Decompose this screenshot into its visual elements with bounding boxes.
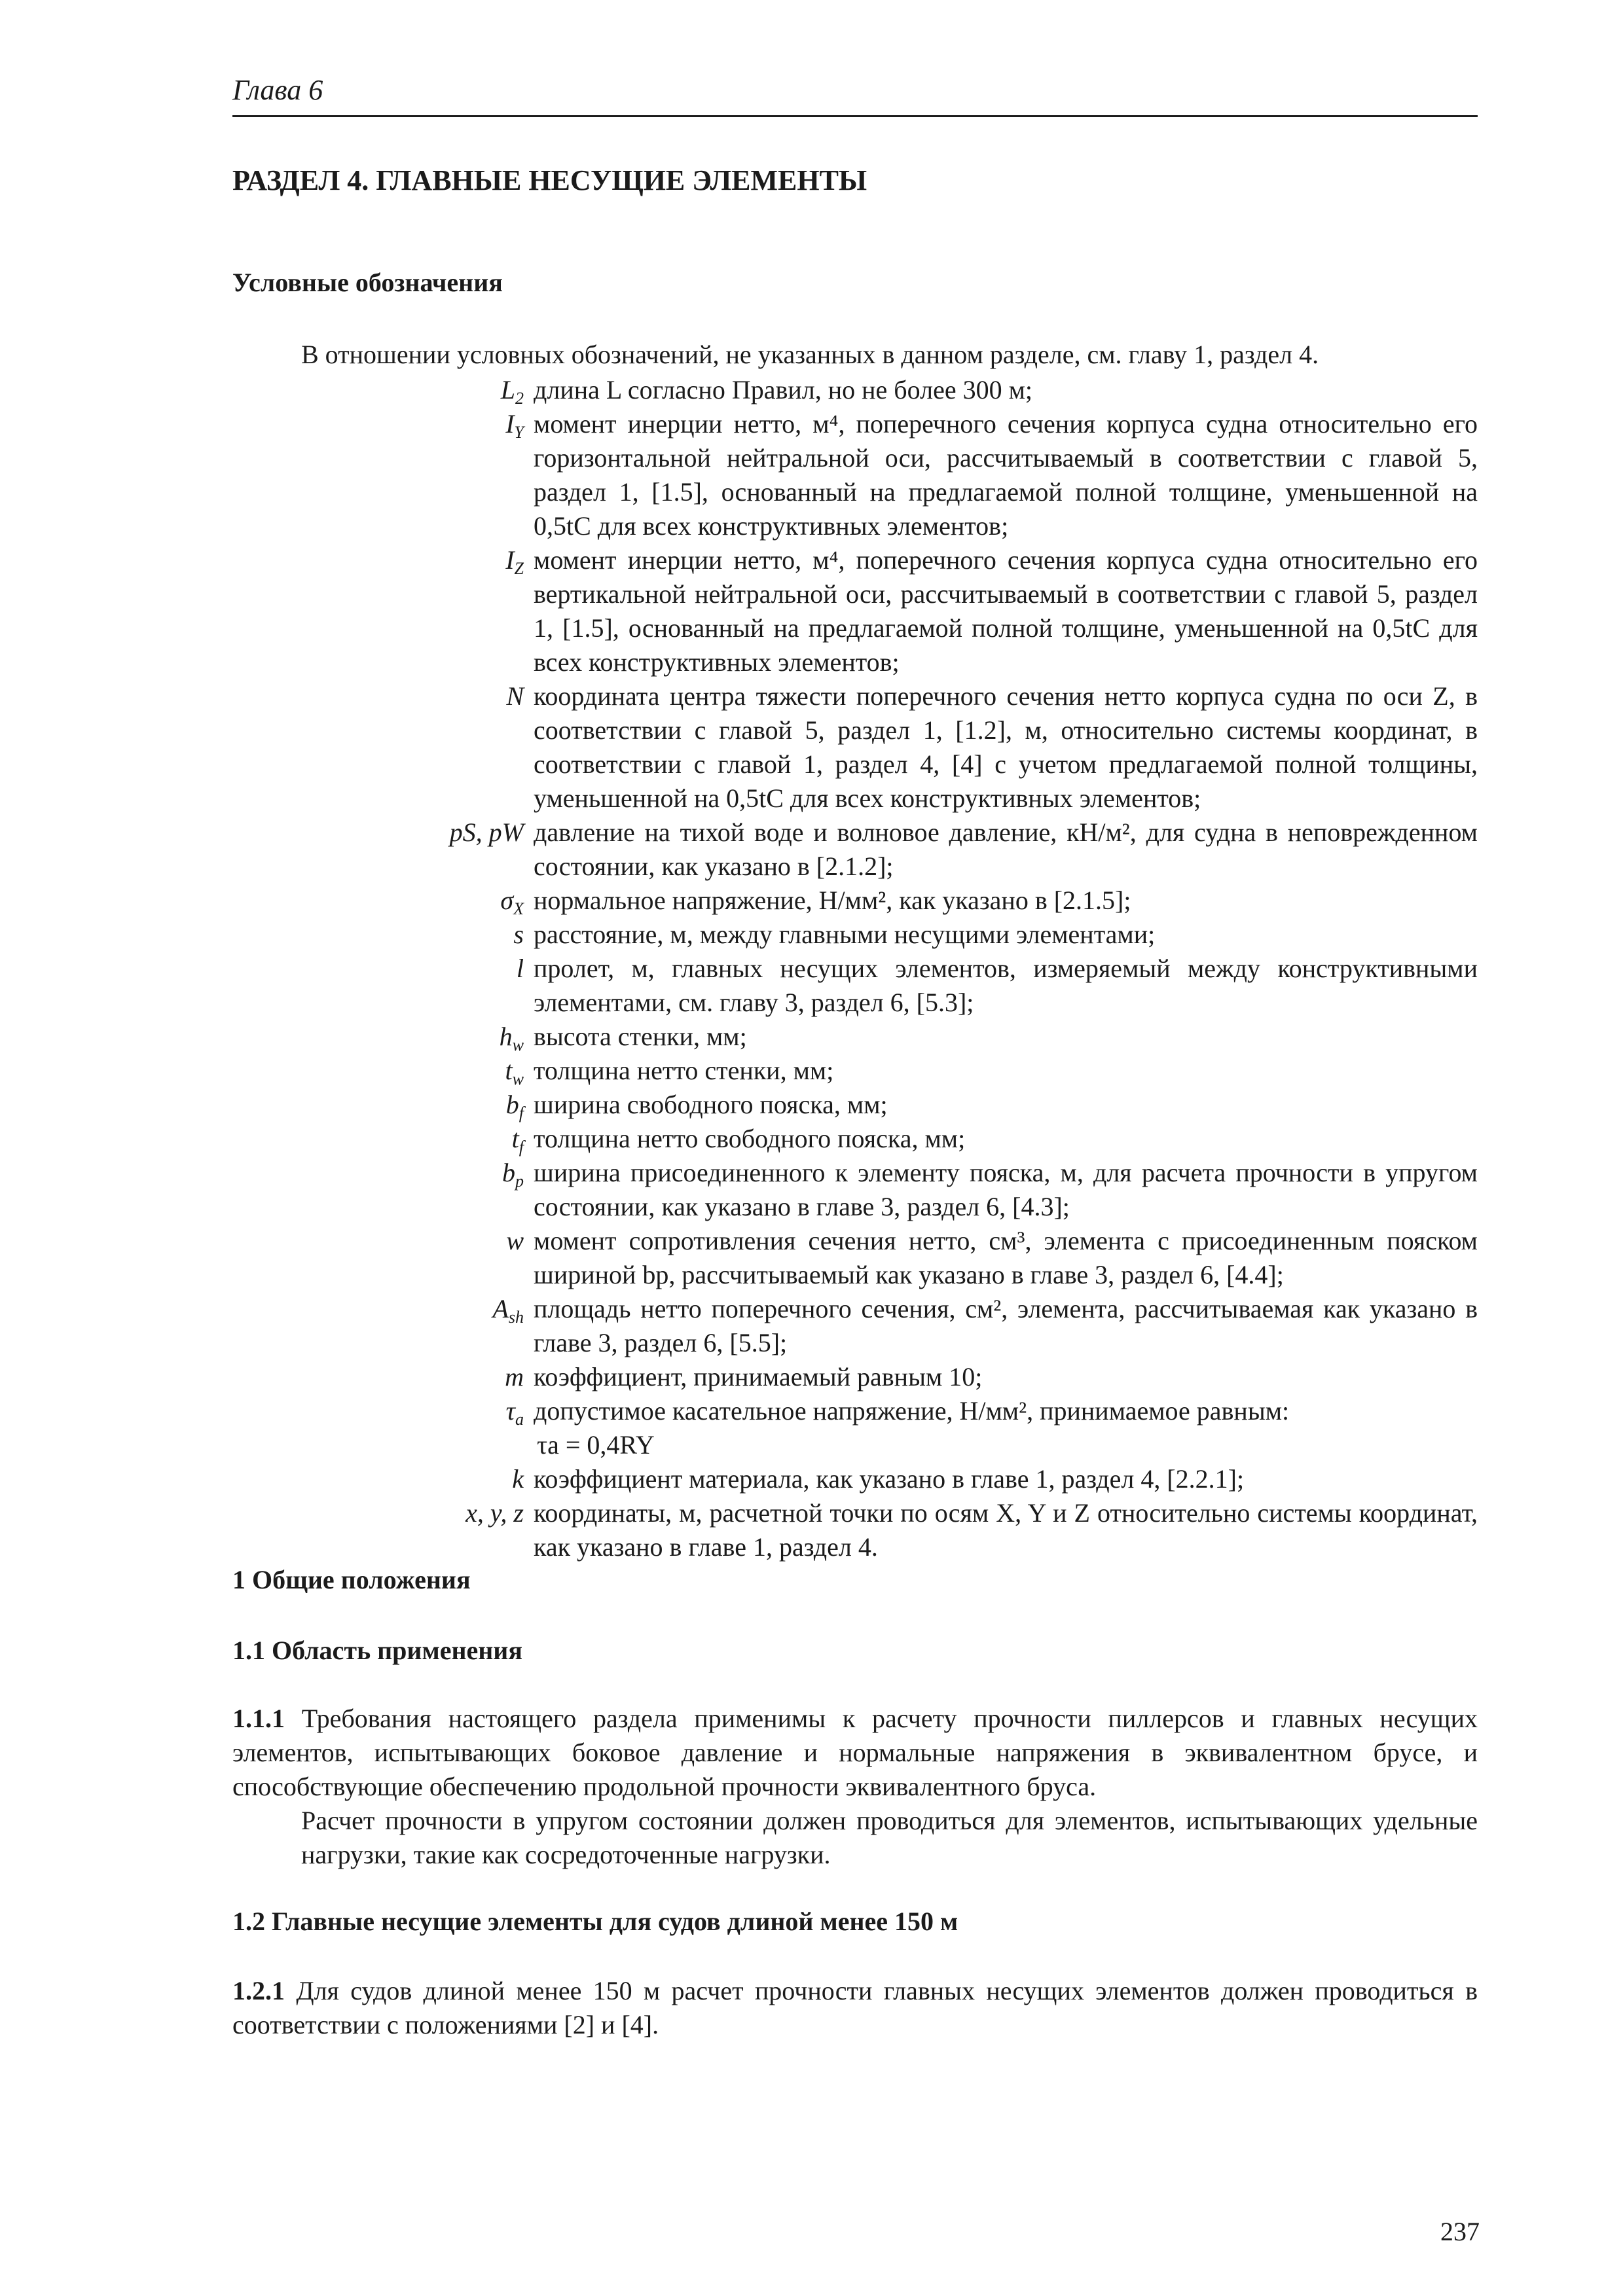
notation-list bbox=[216, 373, 1478, 1564]
notation-symbol: $t_f$ bbox=[511, 1124, 524, 1157]
notation-item bbox=[216, 679, 1478, 816]
paragraph-1-1-1-continuation bbox=[232, 1804, 1478, 1872]
paragraph-number: 1.2.1 bbox=[232, 1976, 285, 2005]
notation-symbol: s bbox=[513, 920, 524, 949]
paragraph-number: 1.1.1 bbox=[232, 1704, 285, 1733]
heading-scope: 1.1 Область применения bbox=[232, 1636, 522, 1665]
heading-short-ships: 1.2 Главные несущие элементы для судов длиной менее 150 м bbox=[232, 1907, 958, 1936]
notation-symbol: $\tau_a$ bbox=[505, 1396, 524, 1429]
notation-item bbox=[216, 816, 1478, 884]
notation-item bbox=[216, 1122, 1478, 1156]
heading-general-provisions: 1 Общие положения bbox=[232, 1565, 471, 1594]
notation-text: момент инерции нетто, м⁴, поперечного сечения корпуса судна относительно его горизонтальной нейтральной оси, рассчитываемый в соответствии с главой 5, раздел 1, [1.5], основанный на предлагаемой полной толщине, уменьшенной на 0,5tC для всех конструктивных элементов; bbox=[534, 409, 1478, 541]
notation-text: коэффициент материала, как указано в главе 1, раздел 4, [2.2.1]; bbox=[534, 1464, 1245, 1494]
header-rule bbox=[232, 115, 1478, 117]
notation-item bbox=[216, 407, 1478, 543]
formula: τa = 0,4RY bbox=[537, 1430, 655, 1460]
notation-text: высота стенки, мм; bbox=[534, 1022, 747, 1051]
notation-item bbox=[216, 1292, 1478, 1360]
notation-item bbox=[216, 1462, 1478, 1496]
notation-item bbox=[216, 1020, 1478, 1054]
paragraph-1-2-1 bbox=[232, 1974, 1478, 2042]
notation-symbol: N bbox=[506, 681, 524, 711]
notation-item bbox=[216, 1394, 1478, 1428]
notation-intro: В отношении условных обозначений, не указанных в данном разделе, см. главу 1, раздел 4. bbox=[301, 340, 1319, 369]
notation-item bbox=[216, 1360, 1478, 1394]
notation-symbol: pS, pW bbox=[449, 817, 524, 847]
notation-item bbox=[216, 1496, 1478, 1564]
notation-text: длина L согласно Правил, но не более 300 м; bbox=[534, 375, 1033, 404]
notation-symbol: l bbox=[516, 954, 524, 983]
notation-text: нормальное напряжение, Н/мм², как указано в [2.1.5]; bbox=[534, 886, 1131, 915]
notation-symbol: w bbox=[506, 1226, 524, 1255]
paragraph-text: Требования настоящего раздела применимы к расчету прочности пиллерсов и главных несущих элементов, испытывающих боковое давление и нормальные напряжения в эквивалентном брусе, и способствующие обеспечению продольной прочности эквивалентного бруса. bbox=[232, 1704, 1478, 1801]
notation-symbol: $A_{sh}$ bbox=[492, 1294, 524, 1327]
notation-symbol: $I_Y$ bbox=[505, 409, 524, 442]
notation-symbol: $h_w$ bbox=[499, 1022, 524, 1054]
notation-text: расстояние, м, между главными несущими элементами; bbox=[534, 920, 1156, 949]
notation-symbol: $t_w$ bbox=[505, 1056, 524, 1088]
notation-symbol: m bbox=[505, 1362, 524, 1391]
notation-text: пролет, м, главных несущих элементов, измеряемый между конструктивными элементами, см. главу 3, раздел 6, [5.3]; bbox=[534, 954, 1478, 1017]
notation-symbol: $b_f$ bbox=[505, 1090, 524, 1122]
notation-text: давление на тихой воде и волновое давление, кН/м², для судна в неповрежденном состоянии, как указано в [2.1.2]; bbox=[534, 817, 1478, 881]
section-title: РАЗДЕЛ 4. ГЛАВНЫЕ НЕСУЩИЕ ЭЛЕМЕНТЫ bbox=[232, 164, 867, 196]
paragraph-text: Для судов длиной менее 150 м расчет прочности главных несущих элементов должен проводиться в соответствии с положениями [2] и [4]. bbox=[232, 1976, 1478, 2039]
notation-symbol: $L_2$ bbox=[500, 375, 524, 408]
notation-item bbox=[216, 373, 1478, 407]
notation-text: допустимое касательное напряжение, Н/мм², принимаемое равным: bbox=[534, 1396, 1290, 1426]
notation-symbol: $\sigma_X$ bbox=[500, 886, 524, 918]
paragraph-1-1-1 bbox=[232, 1702, 1478, 1804]
notation-heading: Условные обозначения bbox=[232, 268, 503, 297]
notation-text: момент инерции нетто, м⁴, поперечного сечения корпуса судна относительно его вертикальной нейтральной оси, рассчитываемый в соответствии с главой 5, раздел 1, [1.5], основанный на предлагаемой полной толщине, уменьшенной на 0,5tC для всех конструктивных элементов; bbox=[534, 545, 1478, 677]
notation-symbol: $I_Z$ bbox=[505, 545, 524, 578]
notation-symbol: $b_p$ bbox=[502, 1158, 524, 1191]
notation-item bbox=[216, 543, 1478, 679]
notation-symbol: x, y, z bbox=[465, 1498, 524, 1528]
notation-item bbox=[216, 952, 1478, 1020]
notation-item bbox=[216, 1054, 1478, 1088]
notation-text: координата центра тяжести поперечного сечения нетто корпуса судна по оси Z, в соответствии с главой 5, раздел 1, [1.2], м, относительно системы координат, в соответствии с главой 1, раздел 4, [4] с учетом предлагаемой полной толщины, уменьшенной на 0,5tC для всех конструктивных элементов; bbox=[534, 681, 1478, 813]
notation-text: момент сопротивления сечения нетто, см³, элемента с присоединенным пояском шириной bp, рассчитываемый как указано в главе 3, раздел 6, [4.4]; bbox=[534, 1226, 1478, 1289]
page-number: 237 bbox=[1440, 2217, 1480, 2246]
paragraph-text: Расчет прочности в упругом состоянии должен проводиться для элементов, испытывающих удельные нагрузки, такие как сосредоточенные нагрузки. bbox=[301, 1806, 1478, 1869]
notation-item bbox=[216, 918, 1478, 952]
notation-item bbox=[216, 1088, 1478, 1122]
notation-text: толщина нетто свободного пояска, мм; bbox=[534, 1124, 966, 1153]
notation-item bbox=[216, 1224, 1478, 1292]
notation-text: толщина нетто стенки, мм; bbox=[534, 1056, 834, 1085]
notation-text: площадь нетто поперечного сечения, см², элемента, рассчитываемая как указано в главе 3, раздел 6, [5.5]; bbox=[534, 1294, 1478, 1357]
notation-text: ширина присоединенного к элементу пояска, м, для расчета прочности в упругом состоянии, как указано в главе 3, раздел 6, [4.3]; bbox=[534, 1158, 1478, 1221]
notation-text: координаты, м, расчетной точки по осям X, Y и Z относительно системы координат, как указано в главе 1, раздел 4. bbox=[534, 1498, 1478, 1562]
notation-text: коэффициент, принимаемый равным 10; bbox=[534, 1362, 983, 1391]
running-header: Глава 6 bbox=[232, 74, 323, 106]
notation-item bbox=[216, 884, 1478, 918]
notation-text: ширина свободного пояска, мм; bbox=[534, 1090, 888, 1119]
notation-item bbox=[216, 1156, 1478, 1224]
notation-symbol: k bbox=[512, 1464, 524, 1494]
